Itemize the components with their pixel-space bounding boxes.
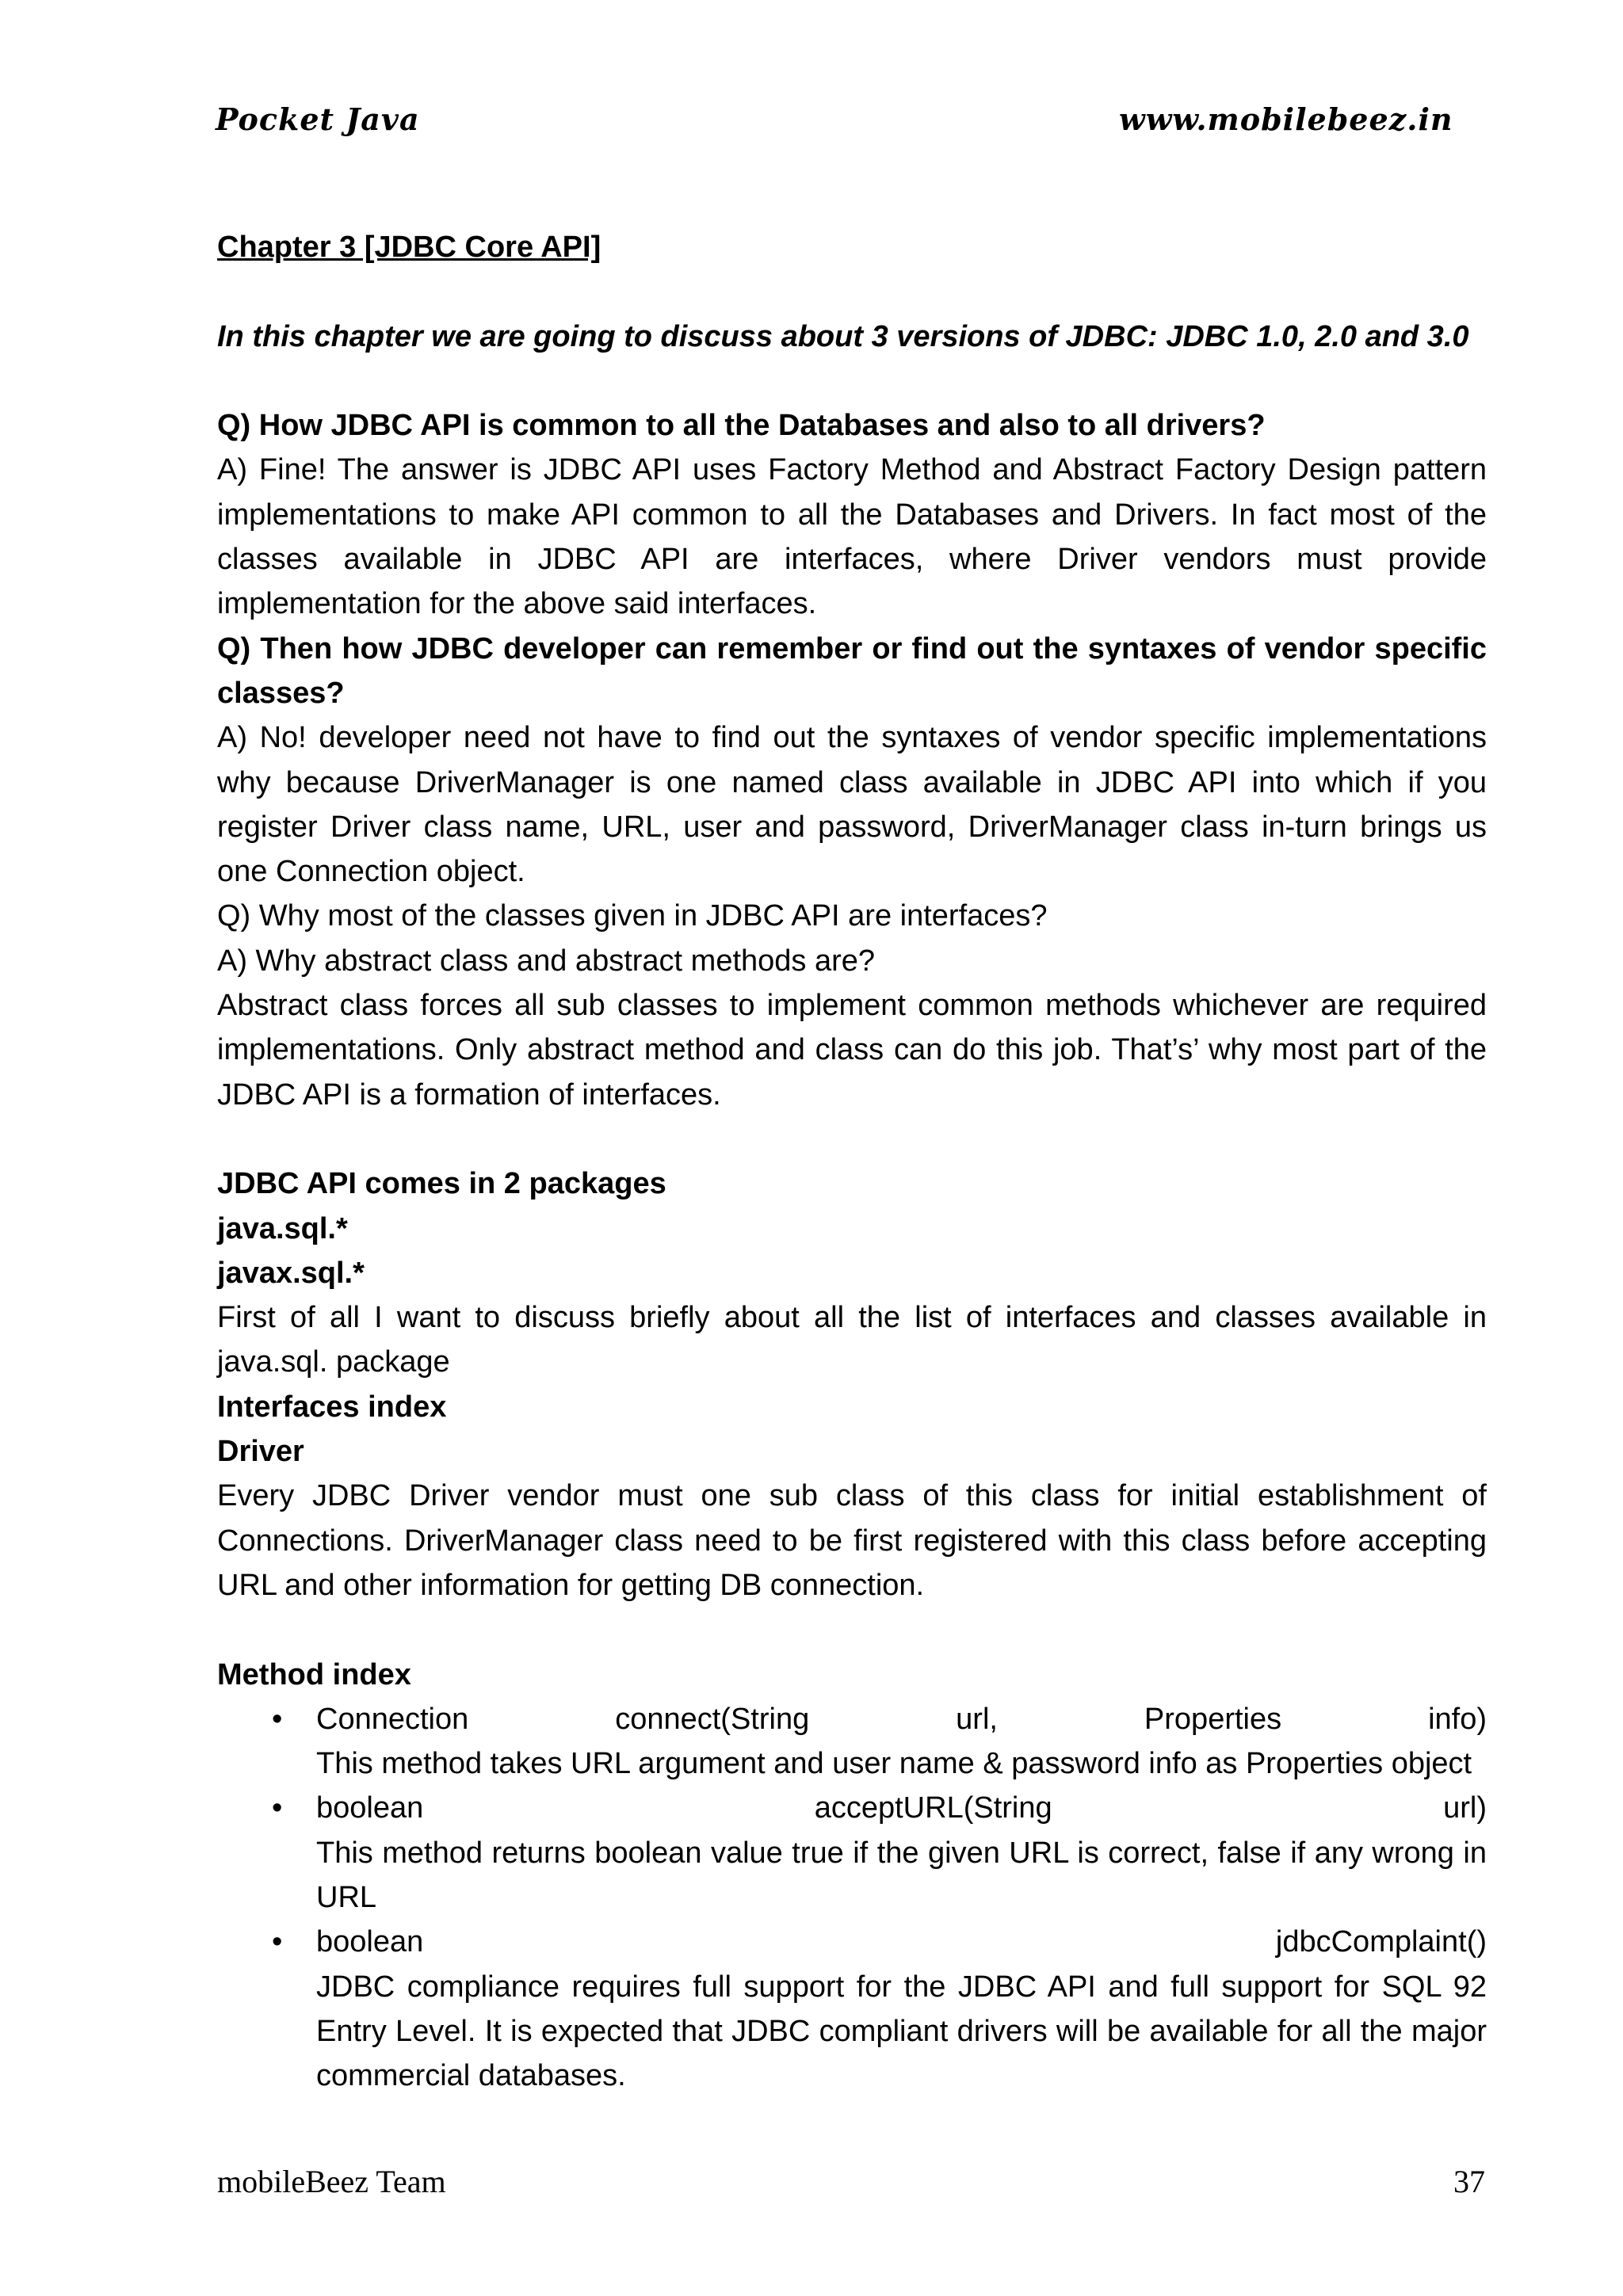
driver-description: Every JDBC Driver vendor must one sub class of this class for initial establishment of Connections. DriverManager class need to be first registered with this class before accepting URL and other information for getting DB connection. [217,1479,1487,1602]
method-description: This method takes URL argument and user name & password info as Properties object [316,1747,1472,1781]
sig-part: jdbcComplaint() [1275,1925,1487,1959]
answer-3: A) Why abstract class and abstract methods are? [217,944,876,978]
method-signature [316,1786,1487,1830]
method-index-heading: Method index [217,1657,411,1691]
method-item [272,1920,1487,2098]
footer-team: mobileBeez Team [217,2164,446,2199]
method-signature [316,1920,1487,1964]
bullet-icon: • [272,1925,283,1959]
sig-part: Connection [316,1702,469,1736]
packages-note: First of all I want to discuss briefly about all the list of interfaces and classes available in java.sql. package [217,1301,1487,1379]
sig-part: acceptURL(String [814,1791,1052,1825]
chapter-title: Chapter 3 [JDBC Core API] [217,231,601,264]
packages-heading: JDBC API comes in 2 packages [217,1167,666,1201]
sig-part: url, [956,1702,998,1736]
interfaces-heading: Interfaces index [217,1390,447,1424]
sig-part: boolean [316,1925,424,1959]
question-2: Q) Then how JDBC developer can remember or find out the syntaxes of vendor specific classes? [217,631,1487,710]
answer-2: A) No! developer need not have to find out the syntaxes of vendor specific implementations why because DriverManager is one named class available in JDBC API into which if you register Driver class name, URL, user and password, DriverManager class in-turn brings us one Connection object. [217,721,1487,889]
sig-part: Properties [1144,1702,1282,1736]
package-item: javax.sql.* [217,1256,365,1290]
bullet-icon: • [272,1702,283,1736]
sig-part: info) [1428,1702,1487,1736]
method-item [272,1697,1487,1787]
method-item [272,1786,1487,1920]
abstract-paragraph: Abstract class forces all sub classes to implement common methods whichever are required implementations. Only abstract method and class can do this job. That’s’ why most part of the JDBC API is a formation of interfaces. [217,989,1487,1112]
header-website: www.mobilebeez.in [1119,101,1453,137]
driver-heading: Driver [217,1435,304,1469]
page-body [217,225,1487,2098]
sig-part: boolean [316,1791,424,1825]
method-signature [316,1697,1487,1741]
method-description: This method returns boolean value true if the given URL is correct, false if any wrong in URL [316,1836,1487,1914]
bullet-icon: • [272,1791,283,1825]
question-1: Q) How JDBC API is common to all the Databases and also to all drivers? [217,409,1266,443]
method-description: JDBC compliance requires full support for the JDBC API and full support for SQL 92 Entry Level. It is expected that JDBC compliant drivers will be available for all the major commercial databases. [316,1970,1487,2093]
package-item: java.sql.* [217,1211,348,1245]
chapter-intro: In this chapter we are going to discuss about 3 versions of JDBC: JDBC 1.0, 2.0 and 3.0 [217,319,1469,353]
sig-part: connect(String [615,1702,810,1736]
method-list [217,1697,1487,2099]
header-title: Pocket Java [216,101,420,137]
page-number: 37 [1453,2164,1485,2199]
answer-1: A) Fine! The answer is JDBC API uses Factory Method and Abstract Factory Design pattern implementations to make API common to all the Databases and Drivers. In fact most of the classes available in JDBC API are interfaces, where Driver vendors must provide implementation for the above said interfaces. [217,453,1487,621]
sig-part: url) [1443,1791,1487,1825]
question-3: Q) Why most of the classes given in JDBC API are interfaces? [217,899,1048,933]
